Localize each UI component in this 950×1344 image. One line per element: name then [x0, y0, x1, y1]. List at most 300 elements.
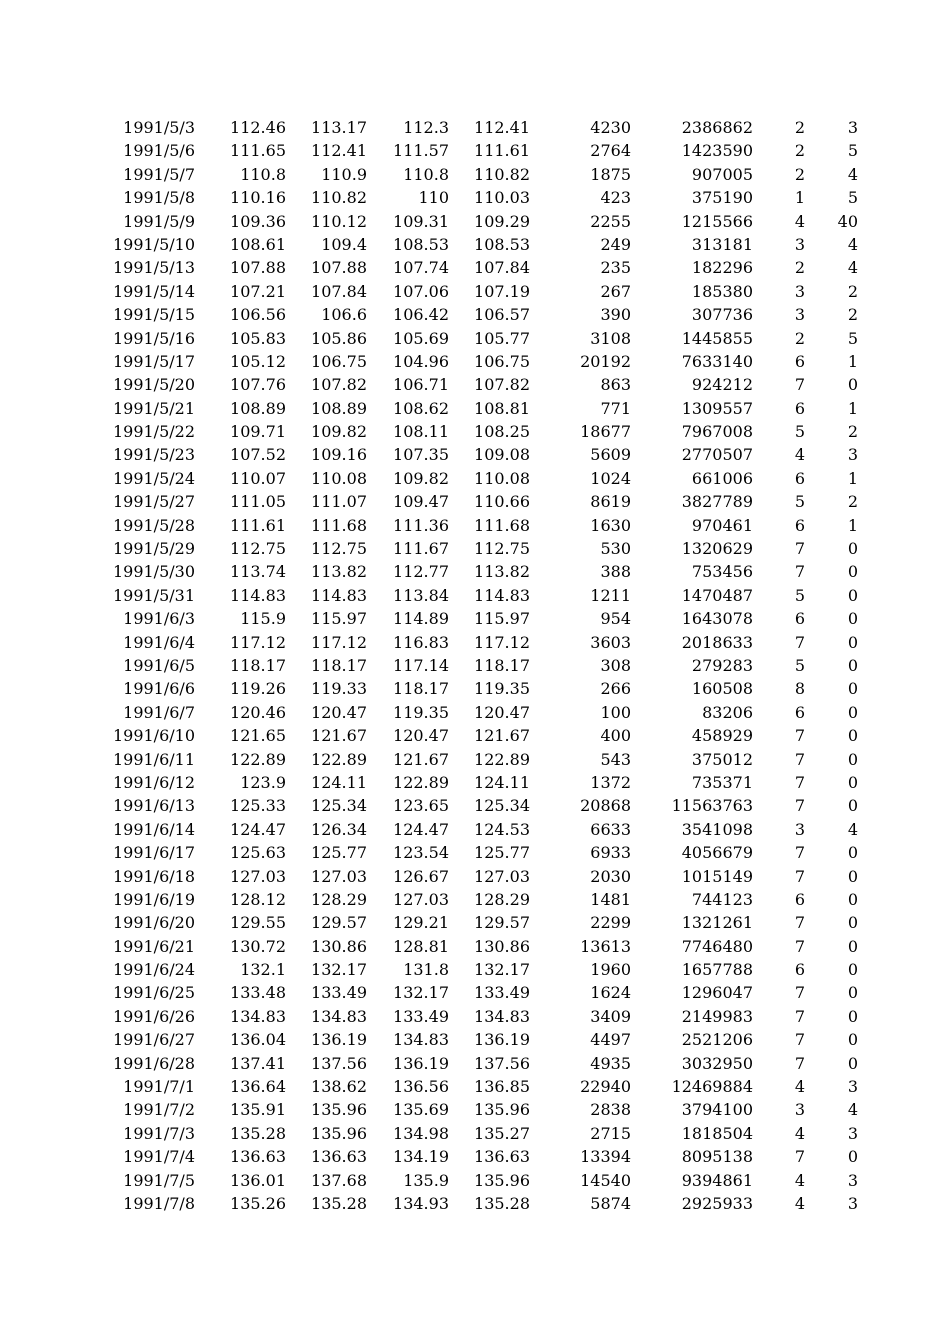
cell-low: 114.89: [393, 609, 449, 629]
cell-date: 1991/5/8: [123, 188, 195, 208]
cell-low: 104.96: [393, 351, 449, 371]
cell-high: 111.68: [311, 515, 367, 535]
cell-volume: 308: [600, 655, 631, 675]
cell-down-count: 0: [847, 913, 858, 933]
cell-close: 110.82: [474, 164, 530, 184]
cell-date: 1991/6/26: [112, 1006, 195, 1026]
cell-low: 111.57: [393, 141, 449, 161]
table-row: [0, 514, 950, 537]
cell-date: 1991/5/17: [112, 351, 195, 371]
cell-amount: 1643078: [681, 609, 753, 629]
cell-up-count: 7: [794, 539, 805, 559]
cell-down-count: 4: [847, 234, 858, 254]
cell-up-count: 7: [794, 843, 805, 863]
cell-down-count: 0: [847, 889, 858, 909]
cell-down-count: 0: [847, 749, 858, 769]
cell-low: 116.83: [393, 632, 449, 652]
cell-down-count: 0: [847, 1147, 858, 1167]
table-row: [0, 911, 950, 934]
cell-up-count: 6: [794, 351, 805, 371]
cell-amount: 12469884: [671, 1077, 753, 1097]
table-row: [0, 584, 950, 607]
table-row: [0, 303, 950, 326]
cell-close: 112.41: [474, 118, 530, 137]
cell-low: 111.36: [393, 515, 449, 535]
cell-close: 124.53: [474, 819, 530, 839]
cell-open: 136.04: [230, 1030, 286, 1050]
cell-down-count: 0: [847, 936, 858, 956]
cell-close: 111.68: [474, 515, 530, 535]
cell-amount: 2925933: [681, 1193, 753, 1213]
table-row: [0, 1145, 950, 1168]
cell-up-count: 3: [794, 281, 805, 301]
cell-volume: 2030: [590, 866, 631, 886]
cell-amount: 753456: [691, 562, 753, 582]
cell-down-count: 2: [847, 492, 858, 512]
cell-date: 1991/6/3: [123, 609, 195, 629]
cell-volume: 2255: [590, 211, 631, 231]
cell-close: 119.35: [474, 679, 530, 699]
cell-low: 107.06: [393, 281, 449, 301]
cell-date: 1991/6/7: [123, 702, 195, 722]
cell-up-count: 7: [794, 726, 805, 746]
cell-volume: 390: [600, 305, 631, 325]
cell-high: 122.89: [311, 749, 367, 769]
cell-volume: 423: [600, 188, 631, 208]
cell-close: 132.17: [474, 960, 530, 980]
cell-close: 113.82: [474, 562, 530, 582]
cell-amount: 907005: [691, 164, 753, 184]
cell-open: 135.91: [230, 1100, 286, 1120]
table-row: [0, 888, 950, 911]
cell-amount: 2386862: [681, 118, 753, 137]
table-row: [0, 256, 950, 279]
table-row: [0, 560, 950, 583]
table-row: [0, 139, 950, 162]
cell-high: 121.67: [311, 726, 367, 746]
cell-open: 132.1: [240, 960, 286, 980]
cell-amount: 1818504: [681, 1123, 753, 1143]
cell-close: 118.17: [474, 655, 530, 675]
cell-up-count: 4: [794, 1193, 805, 1213]
cell-volume: 1960: [590, 960, 631, 980]
cell-low: 109.31: [393, 211, 449, 231]
table-row: [0, 233, 950, 256]
cell-volume: 2764: [590, 141, 631, 161]
cell-open: 111.61: [230, 515, 286, 535]
cell-amount: 375012: [691, 749, 753, 769]
cell-close: 107.84: [474, 258, 530, 278]
cell-volume: 1211: [590, 585, 631, 605]
cell-close: 135.27: [474, 1123, 530, 1143]
cell-low: 113.84: [393, 585, 449, 605]
cell-volume: 5609: [590, 445, 631, 465]
cell-down-count: 0: [847, 983, 858, 1003]
cell-close: 114.83: [474, 585, 530, 605]
cell-down-count: 0: [847, 702, 858, 722]
cell-close: 111.61: [474, 141, 530, 161]
cell-close: 106.57: [474, 305, 530, 325]
cell-date: 1991/5/21: [112, 398, 195, 418]
cell-date: 1991/6/18: [112, 866, 195, 886]
cell-date: 1991/6/20: [112, 913, 195, 933]
cell-volume: 530: [600, 539, 631, 559]
cell-up-count: 3: [794, 1100, 805, 1120]
cell-down-count: 0: [847, 679, 858, 699]
cell-open: 135.26: [230, 1193, 286, 1213]
table-row: [0, 420, 950, 443]
cell-date: 1991/6/6: [123, 679, 195, 699]
cell-open: 137.41: [230, 1053, 286, 1073]
cell-down-count: 1: [847, 351, 858, 371]
cell-high: 106.75: [311, 351, 367, 371]
cell-amount: 4056679: [681, 843, 753, 863]
cell-close: 112.75: [474, 539, 530, 559]
cell-close: 108.25: [474, 422, 530, 442]
cell-open: 117.12: [230, 632, 286, 652]
table-row: [0, 350, 950, 373]
cell-amount: 744123: [691, 889, 753, 909]
table-row: [0, 1052, 950, 1075]
table-row: [0, 677, 950, 700]
cell-up-count: 7: [794, 632, 805, 652]
cell-up-count: 4: [794, 445, 805, 465]
cell-low: 135.9: [403, 1170, 449, 1190]
cell-up-count: 1: [794, 188, 805, 208]
table-row: [0, 1169, 950, 1192]
cell-volume: 3108: [590, 328, 631, 348]
cell-up-count: 6: [794, 702, 805, 722]
cell-volume: 863: [600, 375, 631, 395]
cell-open: 125.63: [230, 843, 286, 863]
cell-low: 117.14: [393, 655, 449, 675]
cell-amount: 1445855: [681, 328, 753, 348]
cell-volume: 8619: [590, 492, 631, 512]
cell-up-count: 7: [794, 375, 805, 395]
cell-amount: 7746480: [681, 936, 753, 956]
cell-close: 127.03: [474, 866, 530, 886]
cell-volume: 5874: [590, 1193, 631, 1213]
cell-close: 136.85: [474, 1077, 530, 1097]
cell-open: 124.47: [230, 819, 286, 839]
cell-up-count: 5: [794, 492, 805, 512]
cell-amount: 1296047: [681, 983, 753, 1003]
cell-date: 1991/7/8: [123, 1193, 195, 1213]
cell-amount: 3794100: [681, 1100, 753, 1120]
table-row: [0, 490, 950, 513]
table-row: [0, 748, 950, 771]
cell-up-count: 7: [794, 562, 805, 582]
cell-open: 105.83: [230, 328, 286, 348]
cell-open: 113.74: [230, 562, 286, 582]
cell-open: 110.07: [230, 468, 286, 488]
table-row: [0, 701, 950, 724]
table-row: [0, 1192, 950, 1215]
cell-low: 120.47: [393, 726, 449, 746]
cell-amount: 661006: [691, 468, 753, 488]
cell-open: 120.46: [230, 702, 286, 722]
table-row: [0, 163, 950, 186]
cell-volume: 4497: [590, 1030, 631, 1050]
cell-high: 107.82: [311, 375, 367, 395]
cell-open: 114.83: [230, 585, 286, 605]
cell-up-count: 2: [794, 258, 805, 278]
cell-amount: 1321261: [681, 913, 753, 933]
cell-high: 110.9: [321, 164, 367, 184]
cell-open: 136.64: [230, 1077, 286, 1097]
table-row: [0, 116, 950, 139]
cell-down-count: 3: [847, 1123, 858, 1143]
cell-open: 105.12: [230, 351, 286, 371]
cell-date: 1991/5/29: [112, 539, 195, 559]
cell-close: 125.34: [474, 796, 530, 816]
cell-date: 1991/6/5: [123, 655, 195, 675]
cell-close: 115.97: [474, 609, 530, 629]
cell-date: 1991/7/3: [123, 1123, 195, 1143]
cell-high: 137.68: [311, 1170, 367, 1190]
table-row: [0, 818, 950, 841]
cell-low: 126.67: [393, 866, 449, 886]
cell-down-count: 40: [837, 211, 858, 231]
cell-down-count: 0: [847, 539, 858, 559]
cell-close: 107.19: [474, 281, 530, 301]
cell-date: 1991/5/22: [112, 422, 195, 442]
cell-date: 1991/6/14: [112, 819, 195, 839]
cell-up-count: 5: [794, 585, 805, 605]
cell-up-count: 7: [794, 796, 805, 816]
cell-up-count: 3: [794, 819, 805, 839]
cell-amount: 11563763: [671, 796, 753, 816]
cell-volume: 249: [600, 234, 631, 254]
cell-low: 106.71: [393, 375, 449, 395]
cell-amount: 375190: [691, 188, 753, 208]
cell-up-count: 2: [794, 164, 805, 184]
cell-close: 121.67: [474, 726, 530, 746]
cell-volume: 1024: [590, 468, 631, 488]
cell-high: 135.96: [311, 1100, 367, 1120]
cell-close: 109.08: [474, 445, 530, 465]
cell-up-count: 4: [794, 1077, 805, 1097]
cell-date: 1991/7/1: [123, 1077, 195, 1097]
cell-amount: 83206: [702, 702, 753, 722]
cell-down-count: 0: [847, 843, 858, 863]
cell-high: 137.56: [311, 1053, 367, 1073]
cell-volume: 13613: [580, 936, 631, 956]
cell-low: 109.47: [393, 492, 449, 512]
cell-high: 130.86: [311, 936, 367, 956]
cell-high: 136.19: [311, 1030, 367, 1050]
cell-open: 127.03: [230, 866, 286, 886]
cell-open: 135.28: [230, 1123, 286, 1143]
cell-up-count: 6: [794, 515, 805, 535]
cell-up-count: 3: [794, 234, 805, 254]
cell-low: 136.56: [393, 1077, 449, 1097]
cell-date: 1991/6/4: [123, 632, 195, 652]
cell-down-count: 3: [847, 445, 858, 465]
cell-amount: 1657788: [681, 960, 753, 980]
cell-low: 133.49: [393, 1006, 449, 1026]
cell-down-count: 0: [847, 866, 858, 886]
table-row: [0, 794, 950, 817]
cell-close: 133.49: [474, 983, 530, 1003]
cell-low: 122.89: [393, 772, 449, 792]
cell-amount: 3541098: [681, 819, 753, 839]
cell-open: 107.88: [230, 258, 286, 278]
cell-open: 136.63: [230, 1147, 286, 1167]
cell-amount: 970461: [691, 515, 753, 535]
cell-amount: 1015149: [681, 866, 753, 886]
cell-volume: 954: [600, 609, 631, 629]
cell-high: 110.82: [311, 188, 367, 208]
cell-down-count: 4: [847, 258, 858, 278]
cell-amount: 8095138: [681, 1147, 753, 1167]
cell-volume: 14540: [580, 1170, 631, 1190]
cell-volume: 4230: [590, 118, 631, 137]
table-row: [0, 327, 950, 350]
cell-close: 134.83: [474, 1006, 530, 1026]
cell-close: 120.47: [474, 702, 530, 722]
cell-volume: 3603: [590, 632, 631, 652]
cell-open: 106.56: [230, 305, 286, 325]
cell-high: 114.83: [311, 585, 367, 605]
cell-up-count: 7: [794, 1053, 805, 1073]
cell-open: 129.55: [230, 913, 286, 933]
cell-down-count: 2: [847, 305, 858, 325]
cell-amount: 182296: [691, 258, 753, 278]
cell-open: 112.75: [230, 539, 286, 559]
cell-low: 123.65: [393, 796, 449, 816]
cell-low: 118.17: [393, 679, 449, 699]
cell-open: 108.89: [230, 398, 286, 418]
cell-up-count: 7: [794, 1147, 805, 1167]
table-row: [0, 186, 950, 209]
cell-high: 135.96: [311, 1123, 367, 1143]
cell-down-count: 0: [847, 960, 858, 980]
cell-down-count: 2: [847, 281, 858, 301]
cell-high: 138.62: [311, 1077, 367, 1097]
table-row: [0, 443, 950, 466]
cell-down-count: 5: [847, 141, 858, 161]
cell-date: 1991/5/20: [112, 375, 195, 395]
cell-down-count: 3: [847, 1193, 858, 1213]
cell-close: 122.89: [474, 749, 530, 769]
cell-close: 135.96: [474, 1170, 530, 1190]
cell-open: 128.12: [230, 889, 286, 909]
cell-high: 106.6: [321, 305, 367, 325]
cell-volume: 13394: [580, 1147, 631, 1167]
cell-open: 110.16: [230, 188, 286, 208]
cell-date: 1991/5/10: [112, 234, 195, 254]
cell-up-count: 4: [794, 1123, 805, 1143]
cell-date: 1991/6/24: [112, 960, 195, 980]
table-row: [0, 958, 950, 981]
cell-date: 1991/5/31: [112, 585, 195, 605]
table-row: [0, 865, 950, 888]
cell-open: 122.89: [230, 749, 286, 769]
cell-close: 110.03: [474, 188, 530, 208]
cell-close: 125.77: [474, 843, 530, 863]
cell-up-count: 7: [794, 866, 805, 886]
cell-open: 115.9: [240, 609, 286, 629]
cell-close: 124.11: [474, 772, 530, 792]
cell-down-count: 0: [847, 585, 858, 605]
cell-up-count: 6: [794, 398, 805, 418]
cell-up-count: 4: [794, 211, 805, 231]
cell-down-count: 0: [847, 632, 858, 652]
cell-open: 111.65: [230, 141, 286, 161]
cell-open: 125.33: [230, 796, 286, 816]
table-row: [0, 397, 950, 420]
cell-volume: 2715: [590, 1123, 631, 1143]
cell-open: 107.21: [230, 281, 286, 301]
cell-volume: 1624: [590, 983, 631, 1003]
cell-volume: 6633: [590, 819, 631, 839]
cell-high: 125.34: [311, 796, 367, 816]
cell-date: 1991/5/13: [112, 258, 195, 278]
cell-down-count: 4: [847, 1100, 858, 1120]
cell-down-count: 0: [847, 1006, 858, 1026]
cell-volume: 400: [600, 726, 631, 746]
cell-low: 108.11: [393, 422, 449, 442]
cell-volume: 771: [600, 398, 631, 418]
cell-down-count: 0: [847, 1053, 858, 1073]
cell-low: 107.74: [393, 258, 449, 278]
cell-low: 129.21: [393, 913, 449, 933]
cell-high: 126.34: [311, 819, 367, 839]
cell-low: 110.8: [403, 164, 449, 184]
cell-up-count: 2: [794, 141, 805, 161]
table-row: [0, 210, 950, 233]
cell-volume: 1481: [590, 889, 631, 909]
cell-high: 107.84: [311, 281, 367, 301]
cell-date: 1991/5/27: [112, 492, 195, 512]
cell-down-count: 3: [847, 118, 858, 137]
cell-close: 129.57: [474, 913, 530, 933]
cell-close: 137.56: [474, 1053, 530, 1073]
table-row: [0, 654, 950, 677]
cell-down-count: 0: [847, 726, 858, 746]
table-row: [0, 1028, 950, 1051]
cell-volume: 543: [600, 749, 631, 769]
cell-amount: 1470487: [681, 585, 753, 605]
cell-close: 110.08: [474, 468, 530, 488]
table-row: [0, 1005, 950, 1028]
cell-date: 1991/5/16: [112, 328, 195, 348]
cell-amount: 160508: [691, 679, 753, 699]
cell-low: 109.82: [393, 468, 449, 488]
cell-date: 1991/5/14: [112, 281, 195, 301]
cell-down-count: 0: [847, 772, 858, 792]
cell-amount: 1309557: [681, 398, 753, 418]
cell-down-count: 0: [847, 375, 858, 395]
cell-down-count: 5: [847, 188, 858, 208]
table-row: [0, 280, 950, 303]
cell-amount: 458929: [691, 726, 753, 746]
cell-up-count: 6: [794, 960, 805, 980]
cell-amount: 7967008: [681, 422, 753, 442]
cell-low: 136.19: [393, 1053, 449, 1073]
cell-volume: 6933: [590, 843, 631, 863]
cell-amount: 7633140: [681, 351, 753, 371]
cell-high: 113.17: [311, 118, 367, 137]
cell-volume: 1372: [590, 772, 631, 792]
cell-low: 134.98: [393, 1123, 449, 1143]
cell-volume: 3409: [590, 1006, 631, 1026]
cell-date: 1991/6/12: [112, 772, 195, 792]
cell-date: 1991/6/27: [112, 1030, 195, 1050]
cell-high: 108.89: [311, 398, 367, 418]
cell-low: 110: [418, 188, 449, 208]
